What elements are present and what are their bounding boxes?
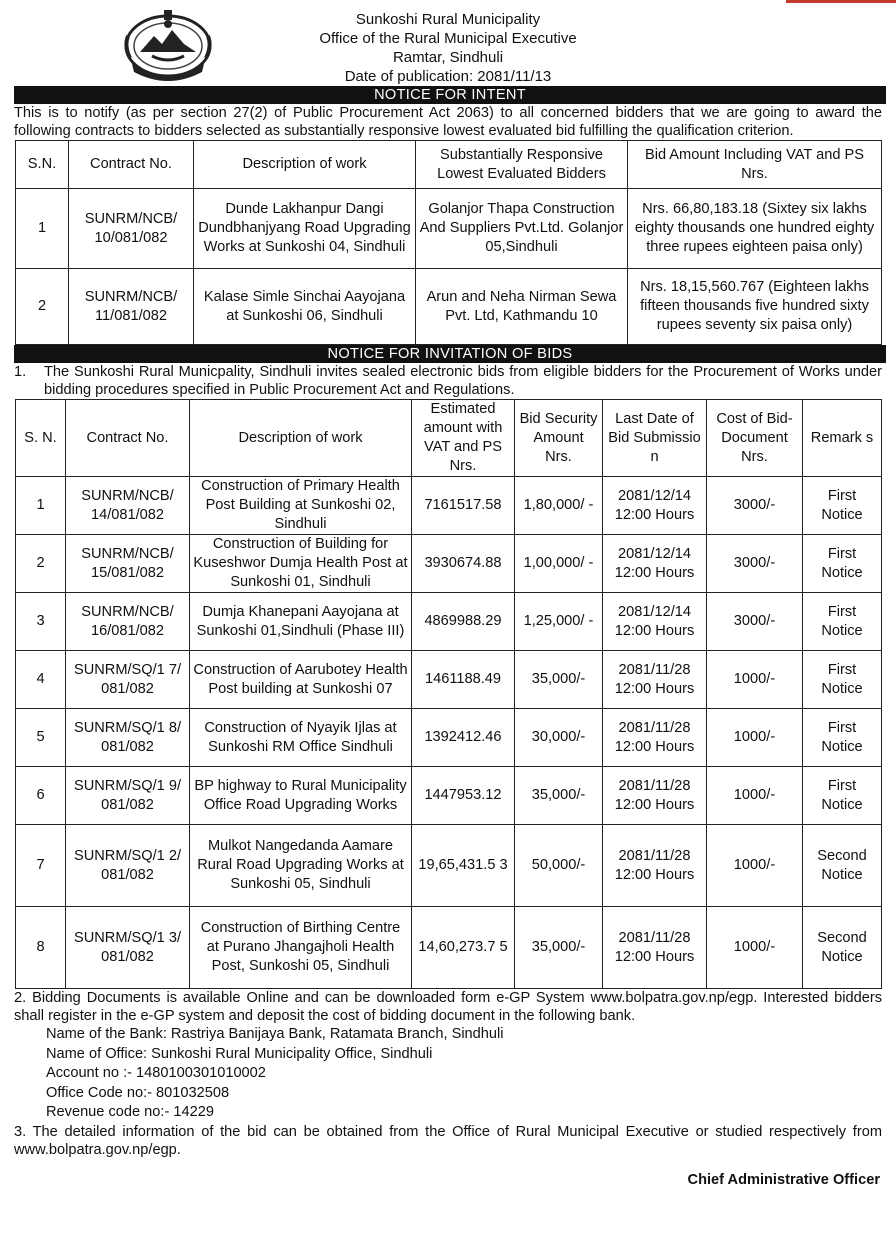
publication-date: Date of publication: 2081/11/13 [344, 68, 552, 85]
cell-amount: Nrs. 18,15,560.767 (Eighteen lakhs fifteen thousands five hundred sixty rupees seventy six paisa only) [628, 269, 882, 345]
cell-security: 1,80,000/ - [515, 477, 603, 535]
cell-estimate: 1447953.12 [412, 767, 515, 825]
cell-security: 35,000/- [515, 651, 603, 709]
cell-description: Mulkot Nangedanda Aamare Rural Road Upgrading Works at Sunkoshi 05, Sindhuli [190, 825, 412, 907]
cell-sn: 6 [16, 767, 66, 825]
col-bidder: Substantially Responsive Lowest Evaluated Bidders [416, 141, 628, 189]
revenue-code: Revenue code no:- 14229 [46, 1104, 214, 1120]
item-number: 1. [14, 364, 27, 380]
col-remarks: Remark s [803, 400, 882, 477]
cell-contract: SUNRM/SQ/1 3/ 081/082 [66, 907, 190, 989]
cell-security: 30,000/- [515, 709, 603, 767]
cell-security: 35,000/- [515, 767, 603, 825]
cell-security: 50,000/- [515, 825, 603, 907]
cell-remarks: Second Notice [803, 825, 882, 907]
office-code: Office Code no:- 801032508 [46, 1084, 230, 1101]
cell-description: Construction of Aarubotey Health Post building at Sunkoshi 07 [190, 651, 412, 709]
col-description: Description of work [190, 400, 412, 477]
intent-banner: NOTICE FOR INTENT [14, 86, 886, 104]
cell-last-date: 2081/12/14 12:00 Hours [603, 477, 707, 535]
bids-table-header [16, 400, 882, 477]
signature-title: Chief Administrative Officer [687, 1171, 880, 1188]
cell-remarks: First Notice [803, 651, 882, 709]
col-amount: Bid Amount Including VAT and PS Nrs. [628, 141, 882, 189]
cell-doc-cost: 1000/- [707, 907, 803, 989]
cell-remarks: First Notice [803, 477, 882, 535]
cell-security: 1,00,000/ - [515, 535, 603, 593]
cell-last-date: 2081/11/28 12:00 Hours [603, 709, 707, 767]
cell-doc-cost: 1000/- [707, 825, 803, 907]
cell-security: 35,000/- [515, 907, 603, 989]
cell-description: Dunde Lakhanpur Dangi Dundbhanjyang Road Upgrading Works at Sunkoshi 04, Sindhuli [194, 189, 416, 269]
cell-description: Construction of Nyayik Ijlas at Sunkoshi RM Office Sindhuli [190, 709, 412, 767]
cell-bidder: Golanjor Thapa Construction And Suppliers Pvt.Ltd. Golanjor 05,Sindhuli [416, 189, 628, 269]
table-row [16, 651, 882, 709]
cell-description: Construction of Building for Kuseshwor Dumja Health Post at Sunkoshi 01, Sindhuli [190, 535, 412, 593]
cell-sn: 2 [16, 535, 66, 593]
cell-sn: 2 [16, 269, 69, 345]
cell-sn: 5 [16, 709, 66, 767]
cell-doc-cost: 3000/- [707, 535, 803, 593]
table-row [16, 269, 882, 345]
cell-sn: 8 [16, 907, 66, 989]
col-description: Description of work [194, 141, 416, 189]
cell-last-date: 2081/11/28 12:00 Hours [603, 825, 707, 907]
cell-description: Kalase Simle Sinchai Aayojana at Sunkoshi 06, Sindhuli [194, 269, 416, 345]
col-last-date: Last Date of Bid Submissio n [603, 400, 707, 477]
cell-amount: Nrs. 66,80,183.18 (Sixtey six lakhs eighty thousands one hundred eighty three rupees eighteen paisa only) [628, 189, 882, 269]
cell-bidder: Arun and Neha Nirman Sewa Pvt. Ltd, Kathmandu 10 [416, 269, 628, 345]
table-row [16, 709, 882, 767]
cell-remarks: Second Notice [803, 907, 882, 989]
cell-contract: SUNRM/NCB/ 14/081/082 [66, 477, 190, 535]
office-address: Ramtar, Sindhuli [392, 49, 504, 66]
office-name: Office of the Rural Municipal Executive [319, 30, 577, 47]
cell-remarks: First Notice [803, 593, 882, 651]
cell-last-date: 2081/12/14 12:00 Hours [603, 535, 707, 593]
cell-contract: SUNRM/SQ/1 7/ 081/082 [66, 651, 190, 709]
cell-description: BP highway to Rural Municipality Office Road Upgrading Works [190, 767, 412, 825]
cell-last-date: 2081/11/28 12:00 Hours [603, 651, 707, 709]
cell-description: Construction of Primary Health Post Building at Sunkoshi 02, Sindhuli [190, 477, 412, 535]
office-name-line: Name of Office: Sunkoshi Rural Municipality Office, Sindhuli [46, 1045, 433, 1062]
cell-description: Construction of Birthing Centre at Purano Jhangajholi Health Post, Sunkoshi 05, Sindhuli [190, 907, 412, 989]
table-row [16, 767, 882, 825]
col-contract: Contract No. [69, 141, 194, 189]
bids-table [15, 399, 882, 989]
cell-doc-cost: 1000/- [707, 767, 803, 825]
cell-contract: SUNRM/NCB/ 15/081/082 [66, 535, 190, 593]
notice-page [10, 4, 886, 1189]
cell-contract: SUNRM/NCB/ 16/081/082 [66, 593, 190, 651]
notice-header [10, 4, 886, 86]
cell-security: 1,25,000/ - [515, 593, 603, 651]
item-text: The Sunkoshi Rural Municpality, Sindhuli invites sealed electronic bids from eligible bidders for the Procurement of Works under bidding procedures specified in Public Procurement Act and Regulations. [44, 364, 882, 398]
col-doc-cost: Cost of Bid-Document Nrs. [707, 400, 803, 477]
cell-doc-cost: 3000/- [707, 477, 803, 535]
table-row [16, 477, 882, 535]
bank-name: Name of the Bank: Rastriya Banijaya Bank, Ratamata Branch, Sindhuli [46, 1026, 504, 1042]
col-sn: S.N. [16, 141, 69, 189]
cell-last-date: 2081/11/28 12:00 Hours [603, 907, 707, 989]
table-row [16, 593, 882, 651]
cell-last-date: 2081/12/14 12:00 Hours [603, 593, 707, 651]
cell-last-date: 2081/11/28 12:00 Hours [603, 767, 707, 825]
invitation-item-2: 2. Bidding Documents is available Online and can be downloaded form e-GP System www.bolpatra.gov.np/egp. Interested bidders shall register in the e-GP system and deposit the cost of bidding document in the following bank. [14, 990, 882, 1024]
cell-contract: SUNRM/NCB/ 10/081/082 [69, 189, 194, 269]
intent-table-header [16, 141, 882, 189]
cell-description: Dumja Khanepani Aayojana at Sunkoshi 01,Sindhuli (Phase III) [190, 593, 412, 651]
intent-table [15, 140, 882, 345]
cell-sn: 7 [16, 825, 66, 907]
invitation-item-1 [10, 363, 886, 399]
cell-estimate: 7161517.58 [412, 477, 515, 535]
cell-estimate: 4869988.29 [412, 593, 515, 651]
cell-doc-cost: 1000/- [707, 709, 803, 767]
table-row [16, 907, 882, 989]
nepal-emblem-icon [122, 6, 214, 82]
cell-estimate: 3930674.88 [412, 535, 515, 593]
cell-remarks: First Notice [803, 767, 882, 825]
invitation-banner: NOTICE FOR INVITATION OF BIDS [14, 345, 886, 363]
cell-contract: SUNRM/SQ/1 2/ 081/082 [66, 825, 190, 907]
cell-sn: 1 [16, 189, 69, 269]
cell-doc-cost: 3000/- [707, 593, 803, 651]
cell-estimate: 19,65,431.5 3 [412, 825, 515, 907]
table-row [16, 189, 882, 269]
municipality-name: Sunkoshi Rural Municipality [355, 11, 541, 28]
col-security: Bid Security Amount Nrs. [515, 400, 603, 477]
intent-text: This is to notify (as per section 27(2) of Public Procurement Act 2063) to all concerned bidders that we are going to award the following contracts to bidders selected as substantially responsive lowest evaluated bid fulfilling the qualification criterion. [14, 105, 882, 139]
invitation-item-3: 3. The detailed information of the bid can be obtained from the Office of Rural Municipal Executive or studied respectively from www.bolpatra.gov.np/egp. [14, 1123, 882, 1158]
table-row [16, 535, 882, 593]
cell-remarks: First Notice [803, 709, 882, 767]
cell-estimate: 1392412.46 [412, 709, 515, 767]
cell-contract: SUNRM/NCB/ 11/081/082 [69, 269, 194, 345]
cell-estimate: 14,60,273.7 5 [412, 907, 515, 989]
cell-sn: 4 [16, 651, 66, 709]
cell-doc-cost: 1000/- [707, 651, 803, 709]
cell-sn: 1 [16, 477, 66, 535]
col-sn: S. N. [16, 400, 66, 477]
col-estimate: Estimated amount with VAT and PS Nrs. [412, 400, 515, 477]
cell-remarks: First Notice [803, 535, 882, 593]
table-row [16, 825, 882, 907]
top-accent-bar [786, 0, 896, 3]
cell-contract: SUNRM/SQ/1 9/ 081/082 [66, 767, 190, 825]
cell-contract: SUNRM/SQ/1 8/ 081/082 [66, 709, 190, 767]
cell-sn: 3 [16, 593, 66, 651]
cell-estimate: 1461188.49 [412, 651, 515, 709]
account-number: Account no :- 1480100301010002 [46, 1065, 266, 1081]
bank-details [10, 1025, 886, 1123]
col-contract: Contract No. [66, 400, 190, 477]
